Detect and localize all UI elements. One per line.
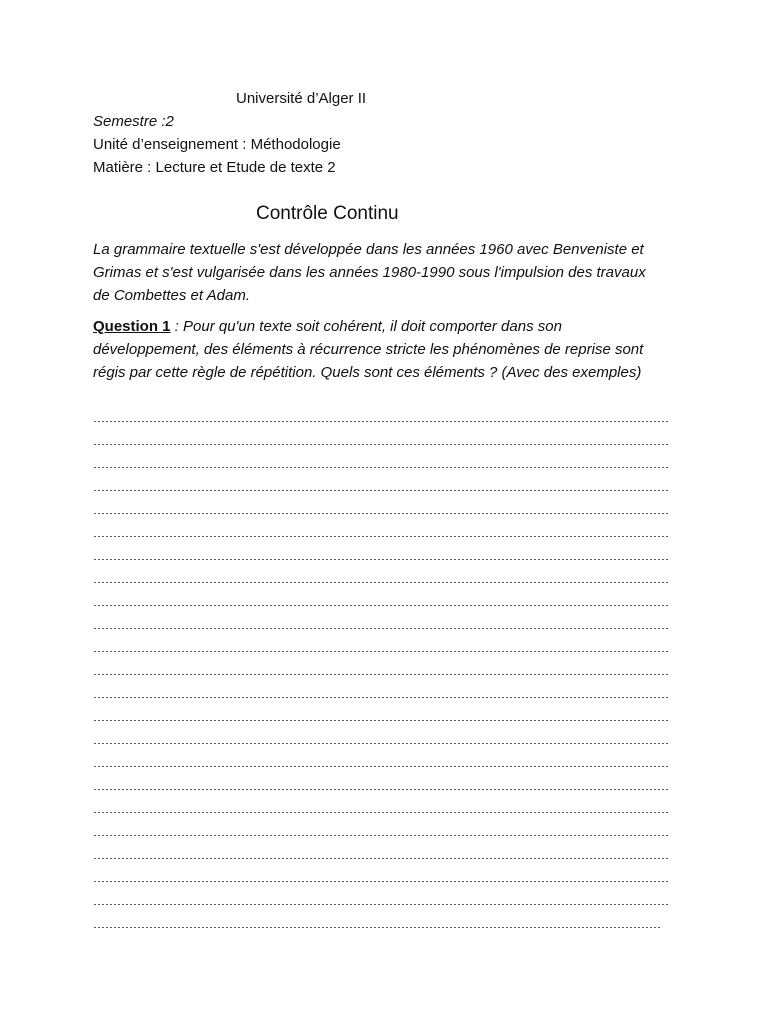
answer-line (93, 522, 669, 545)
answer-line (93, 430, 669, 453)
intro-paragraph: La grammaire textuelle s'est développée dans les années 1960 avec Benveniste et Grimas et s'est vulgarisée dans les années 1980-1990 sous l'impulsion des travaux de Combettes et Adam. (93, 241, 646, 304)
document-title: Contrôle Continu (256, 203, 399, 224)
answer-line (93, 683, 669, 706)
answer-line (93, 775, 669, 798)
university-name: Université d’Alger II (236, 90, 367, 107)
answer-line (93, 453, 669, 476)
answer-line (93, 844, 669, 867)
answer-line (93, 499, 669, 522)
answer-line (93, 729, 669, 752)
answer-line (93, 614, 669, 637)
answer-line (93, 798, 669, 821)
semester-line: Semestre :2 (93, 113, 174, 130)
question-block (93, 315, 653, 384)
answer-line (93, 407, 669, 430)
question-label: Question 1 (93, 318, 171, 335)
question-text: : Pour qu'un texte soit cohérent, il doit comporter dans son développement, des éléments à récurrence stricte les phénomènes de reprise sont régis par cette règle de répétition. Quels sont ces éléments ? (Avec des exemples) (93, 318, 644, 381)
answer-line (93, 867, 669, 890)
subject-line: Matière : Lecture et Etude de texte 2 (93, 159, 336, 176)
answer-line (93, 821, 669, 844)
answer-line (93, 591, 669, 614)
answer-line (93, 568, 669, 591)
answer-line (93, 545, 669, 568)
answer-line (93, 913, 662, 936)
answer-line (93, 637, 669, 660)
teaching-unit-line: Unité d’enseignement : Méthodologie (93, 136, 341, 153)
answer-line (93, 890, 669, 913)
answer-line (93, 752, 669, 775)
answer-area (93, 407, 669, 936)
answer-line (93, 660, 669, 683)
course-header (93, 110, 341, 179)
answer-line (93, 706, 669, 729)
answer-line (93, 476, 669, 499)
